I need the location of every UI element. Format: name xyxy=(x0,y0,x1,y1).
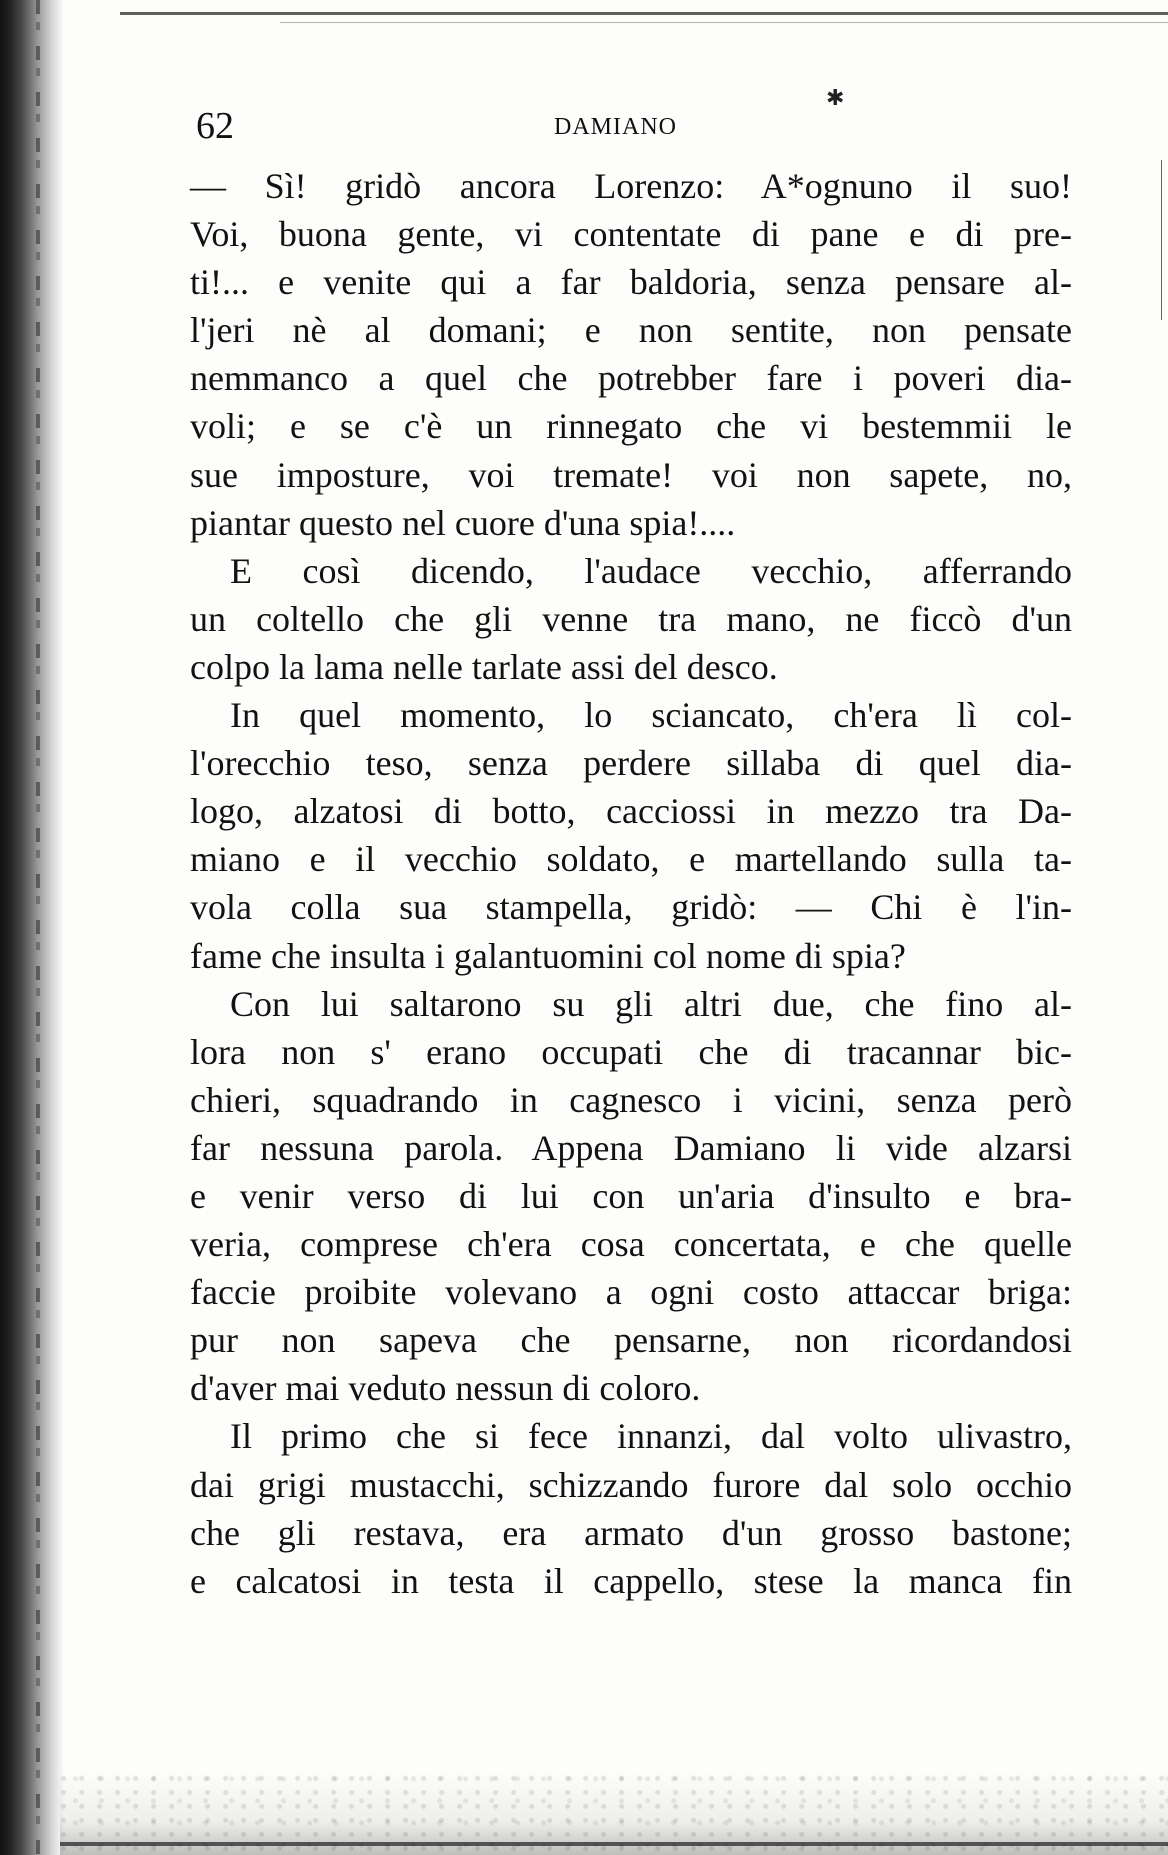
body-text xyxy=(190,162,1072,1605)
text-line: che gli restava, era armato d'un grosso bastone; xyxy=(190,1512,1072,1553)
page-number: 62 xyxy=(196,105,234,147)
text-line: — Sì! gridò ancora Lorenzo: A*ognuno il suo! xyxy=(190,166,1072,206)
text-line: miano e il vecchio soldato, e martellando sulla ta- xyxy=(190,839,1072,880)
top-scan-rule xyxy=(120,12,1168,15)
running-head: DAMIANO xyxy=(554,114,677,140)
text-line: l'jeri nè al domani; e non sentite, non pensate xyxy=(190,310,1072,351)
text-line: Con lui saltarono su gli altri due, che fino al- xyxy=(230,983,1072,1024)
asterisk-mark-icon: ✱ xyxy=(826,86,845,111)
text-line: Voi, buona gente, vi contentate di pane e di pre- xyxy=(190,214,1072,255)
text-line: vola colla sua stampella, gridò: — Chi è l'in- xyxy=(190,887,1072,928)
text-line: e venir verso di lui con un'aria d'insulto e bra- xyxy=(190,1175,1072,1216)
page-header xyxy=(196,104,1096,152)
text-line: dai grigi mustacchi, schizzando furore dal solo occhio xyxy=(190,1464,1072,1505)
text-line: chieri, squadrando in cagnesco i vicini, senza però xyxy=(190,1079,1072,1120)
text-line: In quel momento, lo sciancato, ch'era lì col- xyxy=(230,695,1072,736)
text-line: pur non sapeva che pensarne, non ricordandosi xyxy=(190,1320,1072,1361)
binding-edge xyxy=(0,0,64,1855)
text-line: nemmanco a quel che potrebber fare i poveri dia- xyxy=(190,358,1072,399)
text-line: e calcatosi in testa il cappello, stese la manca fin xyxy=(190,1560,1072,1601)
text-line: lora non s' erano occupati che di tracannar bic- xyxy=(190,1031,1072,1072)
text-line: logo, alzatosi di botto, cacciossi in mezzo tra Da- xyxy=(190,791,1072,832)
text-line: colpo la lama nelle tarlate assi del desco. xyxy=(190,646,778,687)
text-line: voli; e se c'è un rinnegato che vi bestemmii le xyxy=(190,406,1072,447)
text-line: E così dicendo, l'audace vecchio, afferrando xyxy=(230,550,1072,591)
text-line: d'aver mai veduto nessun di coloro. xyxy=(190,1368,701,1409)
text-line: sue imposture, voi tremate! voi non sapete, no, xyxy=(190,454,1072,495)
text-line: un coltello che gli venne tra mano, ne ficcò d'un xyxy=(190,598,1072,639)
text-line: ti!... e venite qui a far baldoria, senza pensare al- xyxy=(190,262,1072,303)
text-line: l'orecchio teso, senza perdere sillaba di quel dia- xyxy=(190,743,1072,784)
text-line: far nessuna parola. Appena Damiano li vide alzarsi xyxy=(190,1127,1072,1168)
text-line: fame che insulta i galantuomini col nome di spia? xyxy=(190,935,906,976)
text-line: piantar questo nel cuore d'una spia!.... xyxy=(190,502,736,543)
bottom-scan-rule xyxy=(60,1842,1168,1846)
right-margin-line xyxy=(1161,160,1162,320)
text-line: veria, comprese ch'era cosa concertata, e che quelle xyxy=(190,1224,1072,1265)
text-line: Il primo che si fece innanzi, dal volto ulivastro, xyxy=(230,1416,1072,1457)
top-scan-hairline xyxy=(280,22,1168,23)
text-line: faccie proibite volevano a ogni costo attaccar briga: xyxy=(190,1272,1072,1313)
